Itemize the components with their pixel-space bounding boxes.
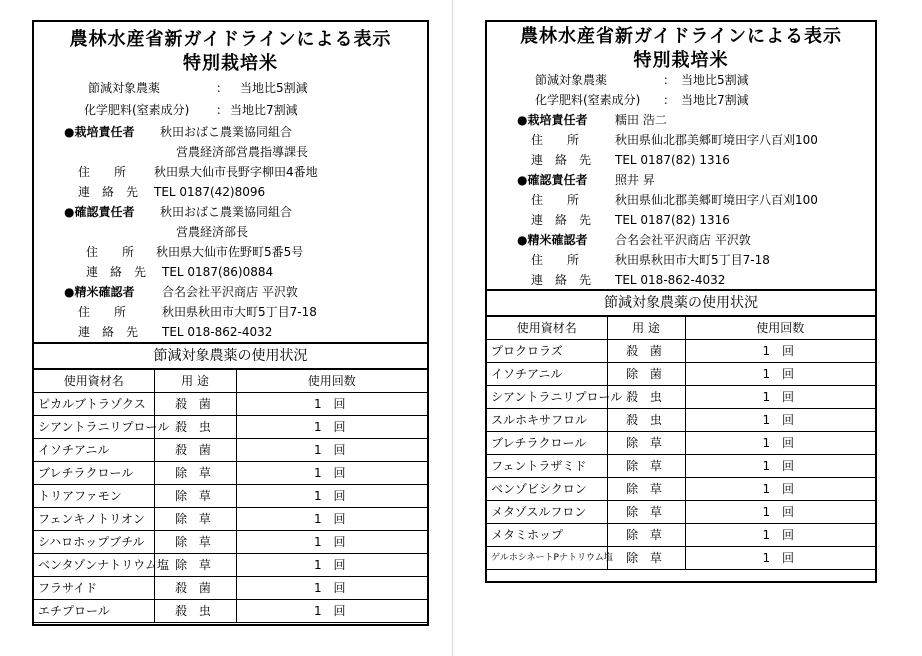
confirmer-tel-line: 連 絡 先 TEL 0187(86)0884: [86, 265, 274, 279]
cell-usage-count: 1 回: [236, 416, 427, 439]
pesticide-usage-table: [34, 369, 427, 623]
table-row: [487, 386, 875, 409]
col-name-header: 使用資材名: [34, 370, 154, 393]
cell-purpose: 除 草: [607, 432, 685, 455]
cell-material-name: エチプロール: [34, 600, 154, 623]
cell-material-name: プロクロラズ: [487, 340, 607, 363]
grower-address-line: 住 所 秋田県仙北郡美郷町境田字八百刈100: [531, 133, 818, 147]
cell-usage-count: 1 回: [685, 409, 875, 432]
col-purpose-header: 用 途: [154, 370, 236, 393]
cell-material-name: フェンキノトリオン: [34, 508, 154, 531]
grower-address-line: 住 所 秋田県大仙市長野字柳田4番地: [78, 165, 318, 179]
guideline-title: 農林水産省新ガイドラインによる表示: [520, 26, 842, 47]
cell-purpose: 除 菌: [607, 363, 685, 386]
cell-purpose: 除 草: [607, 524, 685, 547]
confirmer-address-line: 住 所 秋田県仙北郡美郷町境田字八百刈100: [531, 193, 818, 207]
confirmer-address-line: 住 所 秋田県大仙市佐野町5番5号: [86, 245, 304, 259]
cell-material-name: イソチアニル: [34, 439, 154, 462]
fertilizer-line: 化学肥料(窒素成分) ： 当地比7割減: [84, 103, 298, 117]
cell-purpose: 除 草: [607, 478, 685, 501]
cell-material-name: シアントラニリプロール: [487, 386, 607, 409]
table-row: [487, 409, 875, 432]
cell-purpose: 殺 菌: [607, 340, 685, 363]
cell-usage-count: 1 回: [236, 577, 427, 600]
table-row: [487, 524, 875, 547]
cell-material-name: ピカルブトラゾクス: [34, 393, 154, 416]
cell-usage-count: 1 回: [685, 386, 875, 409]
reduce-pesticide-line: 節減対象農薬 ： 当地比5割減: [535, 73, 749, 87]
cell-usage-count: 1 回: [685, 501, 875, 524]
cell-usage-count: 1 回: [685, 363, 875, 386]
table-row: [34, 531, 427, 554]
cell-material-name: ゲルホシネートPナトリウム塩: [487, 547, 607, 570]
table-row: [487, 455, 875, 478]
cell-material-name: スルホキサフロル: [487, 409, 607, 432]
pesticide-usage-table: [487, 316, 875, 570]
cell-usage-count: 1 回: [236, 554, 427, 577]
page-divider: [452, 0, 453, 656]
table-row: [34, 508, 427, 531]
cell-material-name: フェントラザミド: [487, 455, 607, 478]
cell-usage-count: 1 回: [236, 393, 427, 416]
label-header: [34, 22, 427, 344]
fertilizer-line: 化学肥料(窒素成分) ： 当地比7割減: [535, 93, 749, 107]
cell-usage-count: 1 回: [236, 508, 427, 531]
table-row: [487, 432, 875, 455]
grower-line: ●栽培責任者 秋田おばこ農業協同組合: [64, 125, 293, 139]
grower-tel-line: 連 絡 先 TEL 0187(82) 1316: [531, 153, 730, 167]
cell-material-name: シハロホップブチル: [34, 531, 154, 554]
grower-tel-line: 連 絡 先 TEL 0187(42)8096: [78, 185, 266, 199]
cell-material-name: メタゾスルフロン: [487, 501, 607, 524]
table-row: [34, 416, 427, 439]
table-row: [34, 577, 427, 600]
cell-purpose: 殺 虫: [154, 600, 236, 623]
product-title: 特別栽培米: [633, 50, 729, 71]
cell-purpose: 除 草: [154, 508, 236, 531]
cell-usage-count: 1 回: [236, 462, 427, 485]
cell-purpose: 除 草: [607, 547, 685, 570]
cell-material-name: トリアファモン: [34, 485, 154, 508]
cell-material-name: ベンゾビシクロン: [487, 478, 607, 501]
table-row: [34, 485, 427, 508]
reduce-pesticide-line: 節減対象農薬 ： 当地比5割減: [88, 81, 308, 95]
cell-purpose: 除 草: [607, 501, 685, 524]
col-purpose-header: 用 途: [607, 317, 685, 340]
cell-usage-count: 1 回: [236, 600, 427, 623]
cell-usage-count: 1 回: [236, 485, 427, 508]
polisher-tel-line: 連 絡 先 TEL 018-862-4032: [531, 273, 726, 287]
cell-material-name: フラサイド: [34, 577, 154, 600]
cell-purpose: 除 草: [154, 462, 236, 485]
cell-material-name: ブレチラクロール: [487, 432, 607, 455]
table-row: [34, 439, 427, 462]
polisher-address-line: 住 所 秋田県秋田市大町5丁目7-18: [531, 253, 770, 267]
table-row: [34, 600, 427, 623]
cell-purpose: 殺 菌: [154, 577, 236, 600]
cell-usage-count: 1 回: [685, 455, 875, 478]
table-row: [487, 501, 875, 524]
guideline-title: 農林水産省新ガイドラインによる表示: [69, 29, 392, 50]
grower-line: ●栽培責任者 糯田 浩二: [517, 113, 667, 127]
usage-section-title: 節減対象農薬の使用状況: [487, 291, 875, 316]
cell-material-name: シアントラニリプロール: [34, 416, 154, 439]
cell-material-name: ベンタゾンナトリウム塩: [34, 554, 154, 577]
table-header-row: [487, 317, 875, 340]
product-title: 特別栽培米: [183, 53, 278, 74]
cell-usage-count: 1 回: [236, 439, 427, 462]
cell-purpose: 殺 虫: [154, 416, 236, 439]
col-count-header: 使用回数: [236, 370, 427, 393]
table-row: [34, 462, 427, 485]
table-header-row: [34, 370, 427, 393]
cell-usage-count: 1 回: [236, 531, 427, 554]
confirmer-dept: 営農経済部長: [176, 225, 249, 239]
grower-dept: 営農経済部営農指導課長: [176, 145, 309, 159]
confirmer-tel-line: 連 絡 先 TEL 0187(82) 1316: [531, 213, 730, 227]
usage-section-title: 節減対象農薬の使用状況: [34, 344, 427, 369]
cell-material-name: メタミホップ: [487, 524, 607, 547]
polisher-line: ●精米確認者 合名会社平沢商店 平沢敦: [64, 285, 298, 299]
confirmer-line: ●確認責任者 秋田おばこ農業協同組合: [64, 205, 293, 219]
label-left: [32, 20, 429, 626]
polisher-tel-line: 連 絡 先 TEL 018-862-4032: [78, 325, 273, 339]
cell-purpose: 除 草: [154, 531, 236, 554]
col-count-header: 使用回数: [685, 317, 875, 340]
table-row: [487, 478, 875, 501]
cell-usage-count: 1 回: [685, 524, 875, 547]
table-row: [487, 340, 875, 363]
cell-usage-count: 1 回: [685, 478, 875, 501]
cell-material-name: ブレチラクロール: [34, 462, 154, 485]
table-row: [34, 554, 427, 577]
cell-purpose: 殺 虫: [607, 386, 685, 409]
table-row: [487, 547, 875, 570]
cell-usage-count: 1 回: [685, 340, 875, 363]
confirmer-line: ●確認責任者 照井 昇: [517, 173, 655, 187]
cell-purpose: 除 草: [607, 455, 685, 478]
cell-usage-count: 1 回: [685, 432, 875, 455]
cell-purpose: 除 草: [154, 554, 236, 577]
table-row: [34, 393, 427, 416]
cell-purpose: 殺 菌: [154, 393, 236, 416]
polisher-address-line: 住 所 秋田県秋田市大町5丁目7-18: [78, 305, 317, 319]
cell-purpose: 殺 菌: [154, 439, 236, 462]
cell-material-name: イソチアニル: [487, 363, 607, 386]
cell-usage-count: 1 回: [685, 547, 875, 570]
label-header: [487, 22, 875, 291]
col-name-header: 使用資材名: [487, 317, 607, 340]
table-row: [487, 363, 875, 386]
cell-purpose: 殺 虫: [607, 409, 685, 432]
label-right: [485, 20, 877, 583]
polisher-line: ●精米確認者 合名会社平沢商店 平沢敦: [517, 233, 751, 247]
cell-purpose: 除 草: [154, 485, 236, 508]
